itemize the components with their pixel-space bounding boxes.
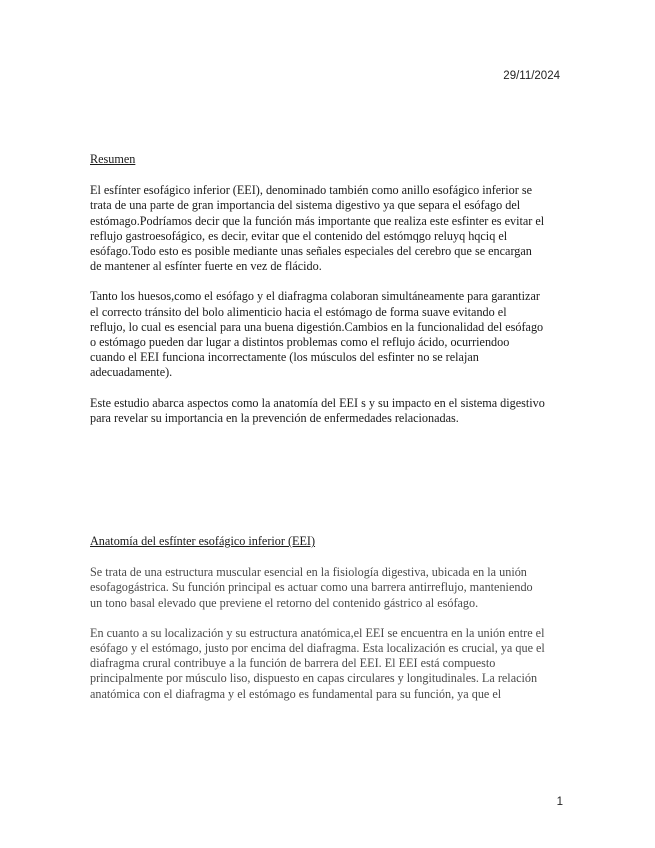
document-body [90,152,545,717]
resumen-paragraph-3: Este estudio abarca aspectos como la anatomía del EEI s y su impacto en el sistema digestivo para revelar su importancia en la prevención de enfermedades relacionadas. [90,395,545,425]
section-spacer [90,441,545,534]
anatomia-heading: Anatomía del esfínter esofágico inferior (EEI) [90,534,316,549]
anatomia-paragraph-2: En cuanto a su localización y su estructura anatómica,el EEI se encuentra en la unión entre el esófago y el estómago, justo por encima del diafragma. Esta localización es crucial, ya que el diafragma crural contribuye a la función de barrera del EEI. El EEI está compuesto principalmente por músculo liso, dispuesto en capas circulares y longitudinales. La relación anatómica con el diafragma y el estómago es fundamental para su función, ya que el [90,625,545,701]
document-date: 29/11/2024 [503,70,560,82]
resumen-heading: Resumen [90,152,136,166]
anatomia-section [90,534,545,702]
anatomia-paragraph-1: Se trata de una estructura muscular esencial en la fisiología digestiva, ubicada en la unión esofagogástrica. Su función principal es actuar como una barrera antirreflujo, manteniendo un tono basal elevado que previene el retorno del contenido gástrico al esófago. [90,565,533,610]
resumen-paragraph-2: Tanto los huesos,como el esófago y el diafragma colaboran simultáneamente para garantizar el correcto tránsito del bolo alimenticio hacia el estómago de forma suave evitando el reflujo, lo cual es esencial para una buena digestión.Cambios en la funcionalidad del esófago o estómago pueden dar lugar a distintos problemas como el reflujo ácido, ocurriendoo cuando el EEI funciona incorrectamente (los músculos del esfinter no se relajan adecuadamente). [90,289,544,380]
resumen-section [90,152,545,426]
resumen-paragraph-1: El esfínter esofágico inferior (EEI), denominado también como anillo esofágico inferior se trata de una parte de gran importancia del sistema digestivo ya que separa el esófago del estómago.Podríamos decir que la función más importante que realiza este esfinter es evitar el reflujo gastroesofágico, es decir, evitar que el contenido del estómqgo reluyq hqciq el esófago.Todo esto es posible mediante unas señales especiales del cerebro que se encargan de mantener al esfínter fuerte en vez de flácido. [90,183,545,274]
page-number: 1 [556,796,563,808]
